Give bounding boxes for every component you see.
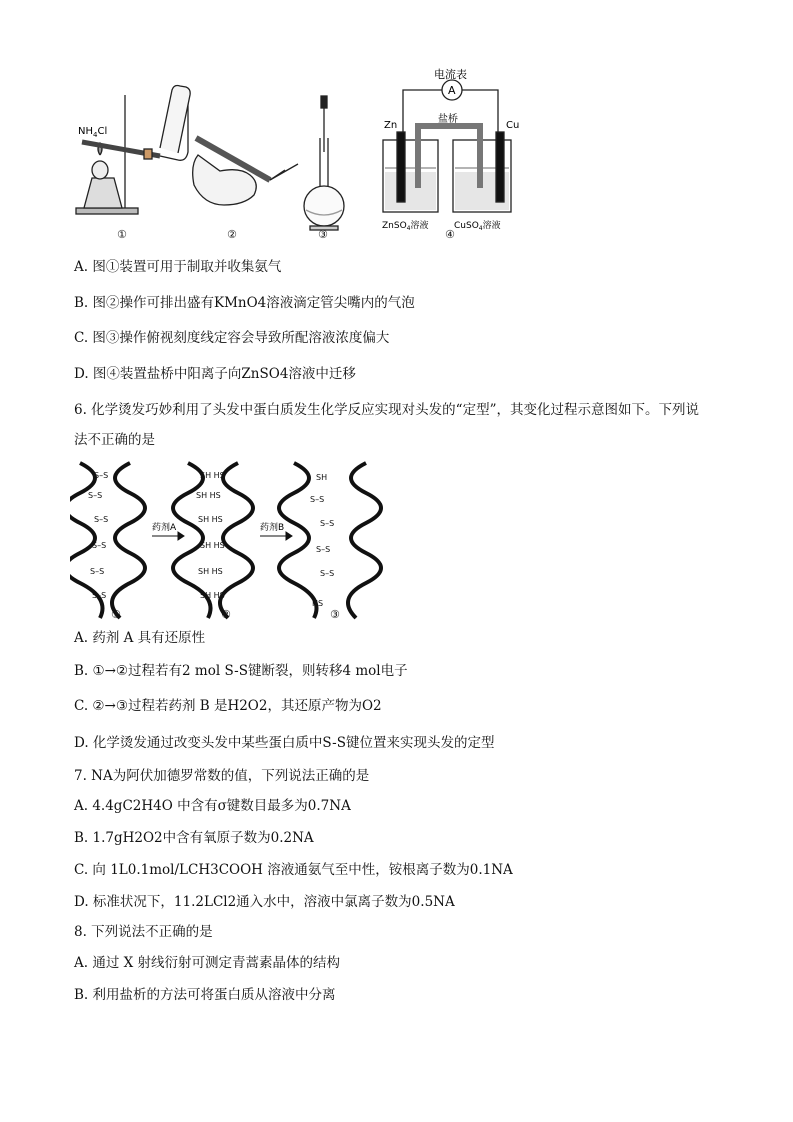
fig3-volumetric-flask (304, 96, 344, 230)
fig1-caption: ① (117, 228, 127, 241)
helix-3-strand-a (279, 463, 317, 618)
svg-text:S–S: S–S (320, 569, 335, 578)
svg-text:S–S: S–S (92, 591, 107, 600)
svg-text:HS: HS (312, 599, 324, 608)
q5-option-c: C. 图③操作俯视刻度线定容会导致所配溶液浓度偏大 (74, 330, 390, 346)
reagent-b-label: 药剂B (260, 523, 285, 533)
svg-text:S–S: S–S (320, 519, 335, 528)
fig4-right-solution: CuSO$_4$溶液 (454, 221, 501, 232)
fig4-bridge-label: 盐桥 (438, 114, 458, 125)
helix-2-strand-b (220, 463, 253, 618)
helix-1-strand-b (112, 463, 145, 618)
fig4-meter-label: 电流表 (434, 68, 467, 81)
svg-text:S–S: S–S (88, 491, 103, 500)
svg-text:SH HS: SH HS (200, 591, 225, 600)
fig4-galvanic-cell (383, 80, 511, 212)
svg-text:SH HS: SH HS (200, 541, 225, 550)
q6-option-a: A. 药剂 A 具有还原性 (74, 630, 206, 646)
fig1-ammonia-apparatus (76, 86, 190, 215)
fig4-meter-symbol: A (448, 84, 456, 97)
q6-option-d: D. 化学烫发通过改变头发中某些蛋白质中S-S键位置来实现头发的定型 (74, 735, 495, 751)
arrow-reagent-a (152, 532, 184, 540)
svg-text:S–S: S–S (310, 495, 325, 504)
q8-option-a: A. 通过 X 射线衍射可测定青蒿素晶体的结构 (74, 955, 341, 971)
fig2-burette-operation (193, 138, 298, 205)
q7-option-d: D. 标准状况下，11.2LCl2通入水中，溶液中氯离子数为0.5NA (74, 894, 455, 910)
q8-stem: 8. 下列说法不正确的是 (74, 924, 213, 940)
svg-text:S–S: S–S (94, 471, 109, 480)
fig1-nh4cl-label: $NH_4Cl$ (78, 126, 108, 139)
reagent-a-label: 药剂A (152, 523, 177, 533)
svg-text:SH HS: SH HS (196, 491, 221, 500)
fig4-cu-label: Cu (506, 120, 520, 131)
svg-text:S–S: S–S (316, 545, 331, 554)
q7-stem: 7. NA为阿伏加德罗常数的值，下列说法正确的是 (74, 768, 370, 784)
q7-option-c: C. 向 1L0.1mol/LCH3COOH 溶液通氨气至中性，铵根离子数为0.1NA (74, 862, 513, 878)
svg-text:S–S: S–S (94, 515, 109, 524)
q6-option-b: B. ①→②过程若有2 mol S-S键断裂，则转移4 mol电子 (74, 663, 408, 679)
q6-option-c: C. ②→③过程若药剂 B 是H2O2，其还原产物为O2 (74, 698, 382, 714)
svg-text:SH: SH (316, 473, 328, 482)
q5-apparatus-figure (70, 60, 530, 245)
fig4-left-solution: ZnSO$_4$溶液 (382, 221, 429, 232)
svg-text:SH HS: SH HS (200, 471, 225, 480)
fig3-caption: ③ (318, 228, 328, 241)
svg-text:SH HS: SH HS (198, 515, 223, 524)
q7-option-a: A. 4.4gC2H4O 中含有σ键数目最多为0.7NA (74, 798, 351, 814)
q5-option-d: D. 图④装置盐桥中阳离子向ZnSO4溶液中迁移 (74, 366, 356, 382)
q6-hair-perm-figure (70, 458, 390, 623)
q6-stem-line1: 6. 化学烫发巧妙利用了头发中蛋白质发生化学反应实现对头发的“定型”，其变化过程示意图如下。下列说 (74, 402, 699, 418)
q6-fig-caption-3: ③ (330, 608, 340, 621)
q6-stem-line2: 法不正确的是 (74, 432, 155, 448)
svg-text:S–S: S–S (92, 541, 107, 550)
svg-text:S–S: S–S (90, 567, 105, 576)
q6-fig-caption-2: ② (221, 608, 231, 621)
fig4-zn-label: Zn (384, 120, 398, 131)
fig2-caption: ② (227, 228, 237, 241)
svg-text:SH HS: SH HS (198, 567, 223, 576)
helix-3-strand-b (348, 463, 381, 618)
q6-fig-caption-1: ① (111, 608, 121, 621)
q5-option-a: A. 图①装置可用于制取并收集氨气 (74, 259, 282, 275)
fig4-caption: ④ (445, 228, 455, 241)
q5-option-b: B. 图②操作可排出盛有KMnO4溶液滴定管尖嘴内的气泡 (74, 295, 415, 311)
q7-option-b: B. 1.7gH2O2中含有氧原子数为0.2NA (74, 830, 314, 846)
q8-option-b: B. 利用盐析的方法可将蛋白质从溶液中分离 (74, 987, 336, 1003)
arrow-reagent-b (260, 532, 292, 540)
